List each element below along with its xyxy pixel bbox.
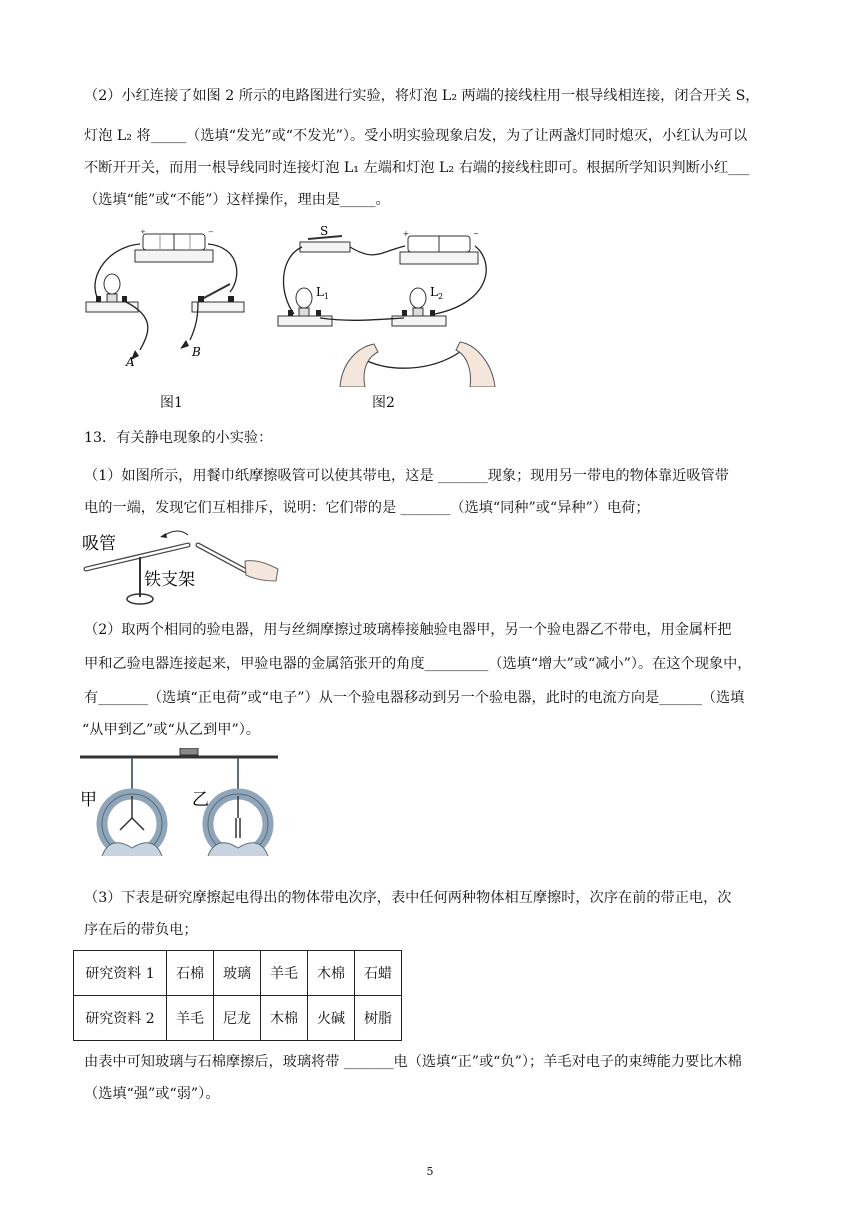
figure-2-caption: 图2 (372, 395, 395, 411)
electroscope-b-label: 乙 (192, 790, 209, 809)
table-cell: 玻璃 (214, 951, 261, 996)
svg-text:−: − (208, 228, 214, 236)
bulb-l2-label: $L_2$ (430, 285, 444, 301)
svg-text:−: − (473, 230, 479, 238)
table-cell: 研究资料 2 (74, 996, 167, 1041)
table-cell: 树脂 (355, 996, 402, 1041)
table-row (74, 996, 402, 1041)
circuit-figure-1 (80, 222, 250, 372)
table-cell: 石蜡 (355, 951, 402, 996)
q12-p2-line2: 灯泡 L₂ 将_____（选填“发光”或“不发光”）。受小明实验现象启发，为了让两盏灯同时熄灭，小红认为可以 (84, 128, 748, 144)
q12-p2-line4: （选填“能”或“不能”）这样操作，理由是_____。 (84, 192, 390, 208)
switch-s-label: S (320, 224, 329, 238)
q13-p3-line2: 序在后的带负电； (84, 922, 198, 938)
straw-figure (80, 525, 285, 607)
straw-label: 吸管 (82, 534, 116, 553)
q12-p2-line3: 不断开开关，而用一根导线同时连接灯泡 L₁ 左端和灯泡 L₂ 右端的接线柱即可。根据所学知识判断小红___ (84, 160, 750, 176)
table-cell: 火碱 (308, 996, 355, 1041)
q13-p3-line3: 由表中可知玻璃与石棉摩擦后，玻璃将带 _______电（选填“正”或“负”）；羊毛对电子的束缚能力要比木棉 (84, 1054, 742, 1070)
q13-title: 13．有关静电现象的小实验： (84, 430, 273, 446)
q13-p1-line2: 电的一端，发现它们互相排斥，说明：它们带的是 _______（选填“同种”或“异种”）电荷； (84, 500, 650, 516)
q13-p2-line4: “从甲到乙”或“从乙到甲”）。 (82, 722, 260, 738)
electroscope-a-label: 甲 (80, 790, 97, 809)
svg-text:+: + (403, 230, 409, 238)
triboelectric-table (73, 950, 402, 1041)
svg-text:+: + (140, 228, 146, 236)
electroscope-figure (80, 748, 280, 856)
q12-p2-line1: （2）小红连接了如图 2 所示的电路图进行实验，将灯泡 L₂ 两端的接线柱用一根导线相连接，闭合开关 S， (84, 88, 760, 104)
table-cell: 羊毛 (261, 951, 308, 996)
q13-p2-line1: （2）取两个相同的验电器，用与丝绸摩擦过玻璃棒接触验电器甲，另一个验电器乙不带电，用金属杆把 (84, 622, 732, 638)
q13-p2-line2: 甲和乙验电器连接起来，甲验电器的金属箔张开的角度_________（选填“增大”或“减小”）。在这个现象中， (84, 656, 752, 672)
clip-b-label: B (192, 345, 201, 359)
circuit-figure-2 (270, 222, 500, 387)
table-cell: 木棉 (261, 996, 308, 1041)
q13-p2-line3: 有_______（选填“正电荷”或“电子”）从一个验电器移动到另一个验电器，此时的电流方向是______（选填 (84, 690, 745, 706)
table-cell: 石棉 (167, 951, 214, 996)
q13-p1-line1: （1）如图所示，用餐巾纸摩擦吸管可以使其带电，这是 _______现象；现用另一带电的物体靠近吸管带 (84, 468, 729, 484)
table-cell: 研究资料 1 (74, 951, 167, 996)
q13-p3-line4: （选填“强”或“弱”）。 (84, 1086, 220, 1102)
table-cell: 羊毛 (167, 996, 214, 1041)
bulb-l1-label: $L_1$ (316, 285, 330, 301)
table-row (74, 951, 402, 996)
table-cell: 尼龙 (214, 996, 261, 1041)
q13-p3-line1: （3）下表是研究摩擦起电得出的物体带电次序，表中任何两种物体相互摩擦时，次序在前的带正电，次 (84, 890, 732, 906)
page-number: 5 (426, 1165, 434, 1178)
iron-stand-label: 铁支架 (144, 570, 195, 589)
table-cell: 木棉 (308, 951, 355, 996)
clip-a-label: A (126, 355, 135, 369)
figure-1-caption: 图1 (160, 395, 183, 411)
